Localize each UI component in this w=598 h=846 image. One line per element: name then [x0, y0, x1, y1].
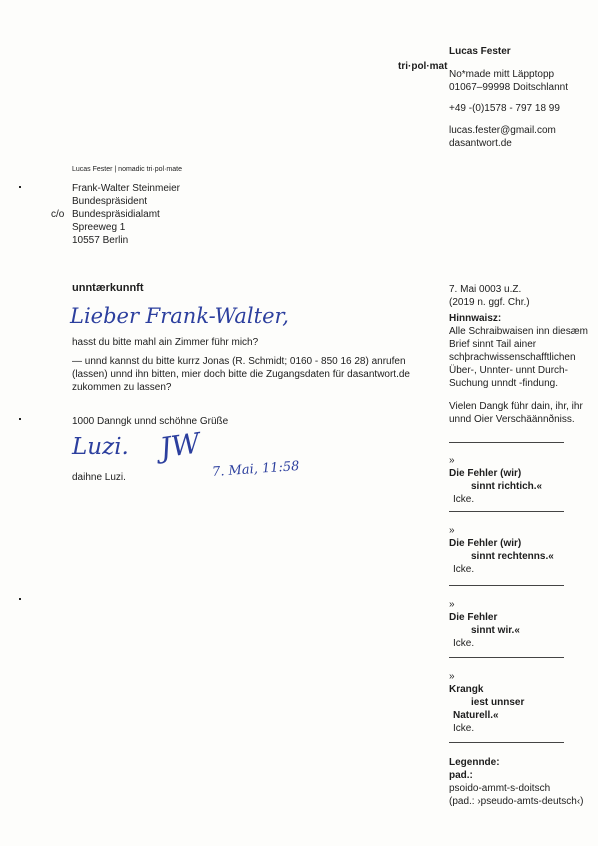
thanks-text: Vielen Dangk führ dain, ihr, ihr unnd Oier Verschäännðniss.: [449, 401, 583, 425]
body-paragraph: — unnd kannst du bitte kurrz Jonas (R. Schmidt; 0160 - 850 16 28) anrufen (lassen) unnd ihn bitten, mier doch bitte die Zugangsdaten für dasantwort.de zukommen zu lassen?: [72, 356, 410, 393]
legend-translation: (pad.: ›pseudo-amts-deutsch‹): [449, 796, 584, 807]
recipient-street: Spreeweg 1: [72, 222, 126, 233]
quote-2: [449, 524, 591, 576]
date-block: [449, 283, 530, 309]
quote-open-mark: »: [449, 599, 455, 610]
sender-address-line2: 01067–99998 Doitschlannt: [449, 82, 568, 93]
date-line2: (2019 n. ggf. Chr.): [449, 297, 530, 308]
quote-1: [449, 454, 591, 506]
recipient-office-line: [51, 208, 180, 221]
care-of-label: c/o: [51, 209, 65, 220]
quote-4: [449, 670, 591, 735]
quote-author: Icke.: [453, 494, 475, 505]
handwritten-salutation: Lieber Frank-Walter,: [70, 304, 289, 328]
quote-line2: sinnt wir.«: [471, 625, 520, 636]
quote-open-mark: »: [449, 671, 455, 682]
handwritten-initials: JW: [157, 426, 203, 465]
sender-phone: +49 -(0)1578 - 797 18 99: [449, 103, 560, 114]
date-line1: 7. Mai 0003 u.Z.: [449, 284, 522, 295]
sender-address-line1: No*made mitt Läpptopp: [449, 69, 555, 80]
quote-line1: Krangk: [449, 684, 484, 695]
sender-return-line: Lucas Fester | nomadic tri·pol·mate: [72, 166, 182, 173]
body-line1: hasst du bitte mahl ain Zimmer führ mich?: [72, 337, 259, 348]
legend-term: pad.:: [449, 770, 473, 781]
quote-line2: iest unnser: [471, 697, 525, 708]
recipient-block: [51, 182, 180, 247]
hint-title: Hinnwaisz:: [449, 313, 502, 324]
sender-website[interactable]: dasantwort.de: [449, 138, 512, 149]
punch-mark: [19, 418, 21, 420]
hint-text: Alle Schraibwaisen inn diesæm Brief sinnt Tail ainer schþrachwissenschafftlichen Über-, Unnter- unnt Durch-Suchung unndt -findung.: [449, 326, 588, 389]
handwritten-date: 7. Mai, 11:58: [211, 458, 300, 481]
divider: [449, 742, 564, 743]
subject-line: unntærkunnft: [72, 282, 144, 294]
quote-line1: Die Fehler: [449, 612, 498, 623]
brand-name: tri·pol·mat: [398, 61, 448, 72]
punch-mark: [19, 186, 21, 188]
quote-author: Icke.: [453, 564, 475, 575]
recipient-title: Bundespräsident: [72, 196, 148, 207]
quote-open-mark: »: [449, 525, 455, 536]
quote-line2: sinnt richtich.«: [471, 481, 543, 492]
recipient-city: 10557 Berlin: [72, 235, 129, 246]
quote-open-mark: »: [449, 455, 455, 466]
quote-author: Icke.: [453, 638, 475, 649]
quote-line3: Naturell.«: [453, 710, 499, 721]
divider: [449, 657, 564, 658]
closing-line: 1000 Danngk unnd schöhne Grüße: [72, 416, 229, 427]
sender-name: Lucas Fester: [449, 46, 511, 57]
punch-mark: [19, 598, 21, 600]
divider: [449, 511, 564, 512]
legend-definition: psoido-ammt-s-doitsch: [449, 783, 551, 794]
legend-title: Legennde:: [449, 757, 500, 768]
letterhead-block: [449, 45, 589, 150]
sidebar-hint: [449, 312, 591, 426]
divider: [449, 585, 564, 586]
legend-block: [449, 756, 594, 808]
quote-author: Icke.: [453, 723, 475, 734]
sender-email[interactable]: lucas.fester@gmail.com: [449, 125, 556, 136]
quote-line1: Die Fehler (wir): [449, 468, 522, 479]
quote-3: [449, 598, 591, 650]
quote-line1: Die Fehler (wir): [449, 538, 522, 549]
recipient-office: Bundespräsidialamt: [72, 209, 160, 220]
signature-caption: daihne Luzi.: [72, 472, 126, 483]
recipient-name: Frank-Walter Steinmeier: [72, 183, 180, 194]
quote-line2: sinnt rechtenns.«: [471, 551, 554, 562]
divider: [449, 442, 564, 443]
handwritten-signature: Luzi.: [72, 434, 129, 460]
